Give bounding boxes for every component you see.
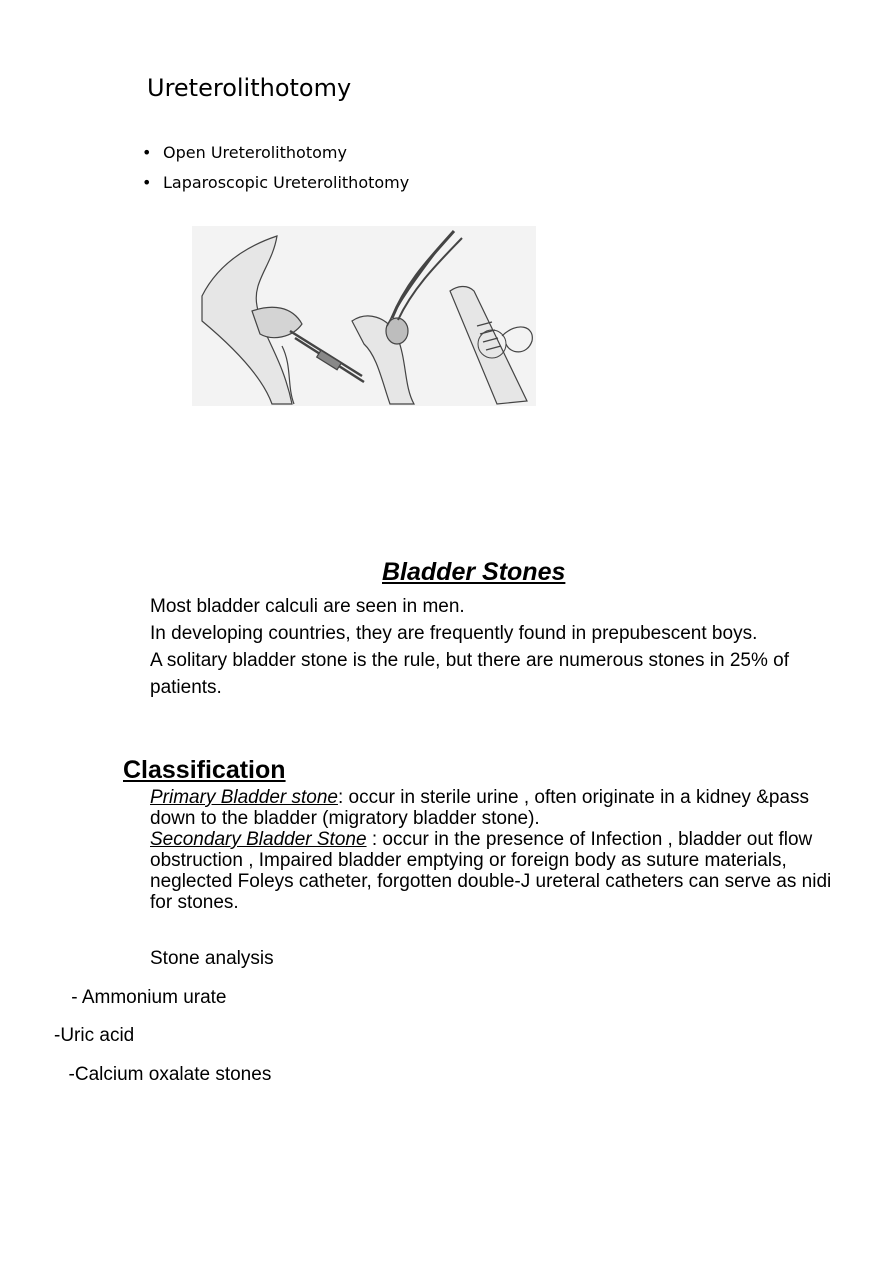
stone-type-item: -Calcium oxalate stones [58, 1064, 272, 1085]
primary-term: Primary Bladder stone [150, 787, 338, 808]
paragraph-line: In developing countries, they are frequently found in prepubescent boys. [150, 623, 758, 644]
classification-body [150, 787, 850, 913]
secondary-text: : occur in the presence of Infection , bladder out flow obstruction , Impaired bladder emptying or foreign body as suture materials, neglected Foleys catheter, forgotten double-J ureteral catheters can serve as nidi for stones. [150, 829, 832, 913]
list-item: • Laparoscopic Ureterolithotomy [142, 170, 409, 200]
ureterolithotomy-illustration [192, 226, 536, 406]
secondary-term: Secondary Bladder Stone [150, 829, 367, 850]
stone-type-item: -Uric acid [54, 1025, 135, 1046]
primary-definition [150, 787, 850, 829]
paragraph-line: A solitary bladder stone is the rule, but there are numerous stones in 25% of patients. [150, 650, 789, 698]
paragraph-line: Most bladder calculi are seen in men. [150, 596, 465, 617]
section-title-bladder-stones: Bladder Stones [382, 558, 566, 586]
stone-type-item: - Ammonium urate [66, 987, 227, 1008]
section-title-ureterolithotomy: Ureterolithotomy [147, 74, 352, 102]
bladder-stones-paragraph [150, 593, 850, 701]
secondary-definition [150, 829, 850, 913]
procedure-list [142, 140, 409, 200]
list-item: • Open Ureterolithotomy [142, 140, 409, 170]
primary-text: : occur in sterile urine , often originate in a kidney &pass down to the bladder (migratory bladder stone). [150, 787, 809, 829]
stone-analysis-title: Stone analysis [150, 948, 274, 969]
section-title-classification: Classification [123, 756, 286, 784]
